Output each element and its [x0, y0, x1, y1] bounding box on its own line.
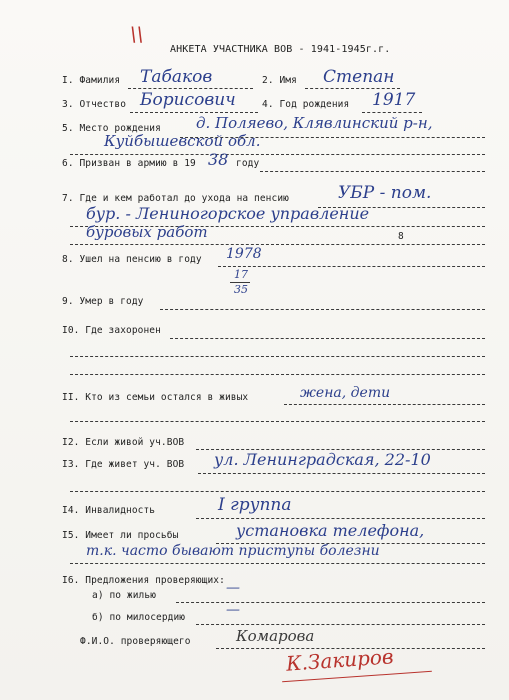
conscription-label: 6. Призван в армию в 19: [62, 158, 196, 169]
birthplace-label: 5. Место рождения: [62, 123, 161, 134]
disability-line: [196, 518, 485, 519]
housing-line: [176, 602, 485, 603]
mercy-label: б) по милосердию: [92, 612, 186, 623]
patronymic-line: [130, 112, 258, 113]
mercy-line: [196, 624, 485, 625]
burial-line-1: [170, 338, 485, 339]
retirement-note-top: 17: [234, 268, 248, 281]
death-year-line: [160, 309, 485, 310]
conscription-suffix: году: [236, 158, 260, 169]
corner-mark: \\: [130, 22, 144, 46]
requests-label: I5. Имеет ли просьбы: [62, 530, 179, 541]
family-line-2: [70, 421, 485, 422]
checker-value: Комарова: [236, 627, 315, 645]
family-value: жена, дети: [300, 385, 391, 401]
burial-label: I0. Где захоронен: [62, 325, 161, 336]
burial-line-2: [70, 356, 485, 357]
signature: К.Закиров: [285, 644, 395, 676]
name-value: Степан: [323, 67, 395, 87]
proposals-label: I6. Предложения проверяющих:: [62, 575, 225, 586]
housing-value: —: [226, 580, 240, 596]
work-small-number: 8: [398, 231, 404, 242]
requests-value-2: т.к. часто бывают приступы болезни: [86, 543, 380, 559]
name-label: 2. Имя: [262, 75, 297, 86]
birth-year-value: 1917: [372, 90, 416, 110]
family-label: II. Кто из семьи остался в живых: [62, 392, 249, 403]
form-title: АНКЕТА УЧАСТНИКА ВОВ - 1941-1945г.г.: [170, 44, 391, 55]
birth-year-line: [362, 112, 422, 113]
retirement-value: 1978: [226, 246, 262, 262]
alive-label: I2. Если живой уч.ВОВ: [62, 437, 185, 448]
surname-label: I. Фамилия: [62, 75, 121, 86]
death-year-label: 9. Умер в году: [62, 296, 144, 307]
birthplace-value-1: д. Поляево, Клявлинский р-н,: [196, 114, 433, 132]
requests-value-1: установка телефона,: [236, 521, 425, 540]
address-line-1: [198, 473, 485, 474]
checker-label: Ф.И.О. проверяющего: [80, 636, 191, 647]
patronymic-label: 3. Отчество: [62, 99, 127, 110]
name-line: [305, 88, 400, 89]
conscription-value: 38: [208, 150, 229, 169]
work-line-3: [70, 244, 485, 245]
work-value-2: бур. - Лениногорское управление: [86, 204, 370, 223]
requests-line-2: [70, 563, 485, 564]
retirement-note-bottom: 35: [234, 283, 248, 296]
address-label: I3. Где живет уч. ВОВ: [62, 459, 185, 470]
birthplace-line-2: [70, 154, 485, 155]
retirement-line: [218, 266, 485, 267]
disability-label: I4. Инвалидность: [62, 505, 156, 516]
burial-line-3: [70, 374, 485, 375]
address-value: ул. Ленинградская, 22-10: [214, 450, 431, 469]
work-value-1: УБР - пом.: [338, 183, 432, 203]
birth-year-label: 4. Год рождения: [262, 99, 350, 110]
work-label: 7. Где и кем работал до ухода на пенсию: [62, 193, 289, 204]
patronymic-value: Борисович: [140, 90, 236, 110]
disability-value: I группа: [218, 495, 292, 515]
family-line-1: [284, 404, 485, 405]
address-line-2: [70, 491, 485, 492]
work-value-3: буровых работ: [86, 223, 208, 241]
surname-line: [128, 88, 253, 89]
housing-label: а) по жилью: [92, 590, 157, 601]
conscription-line: [260, 171, 485, 172]
mercy-value: —: [226, 602, 240, 618]
retirement-label: 8. Ушел на пенсию в году: [62, 254, 202, 265]
surname-value: Табаков: [140, 67, 213, 87]
birthplace-value-2: Куйбышевской обл.: [104, 132, 261, 150]
